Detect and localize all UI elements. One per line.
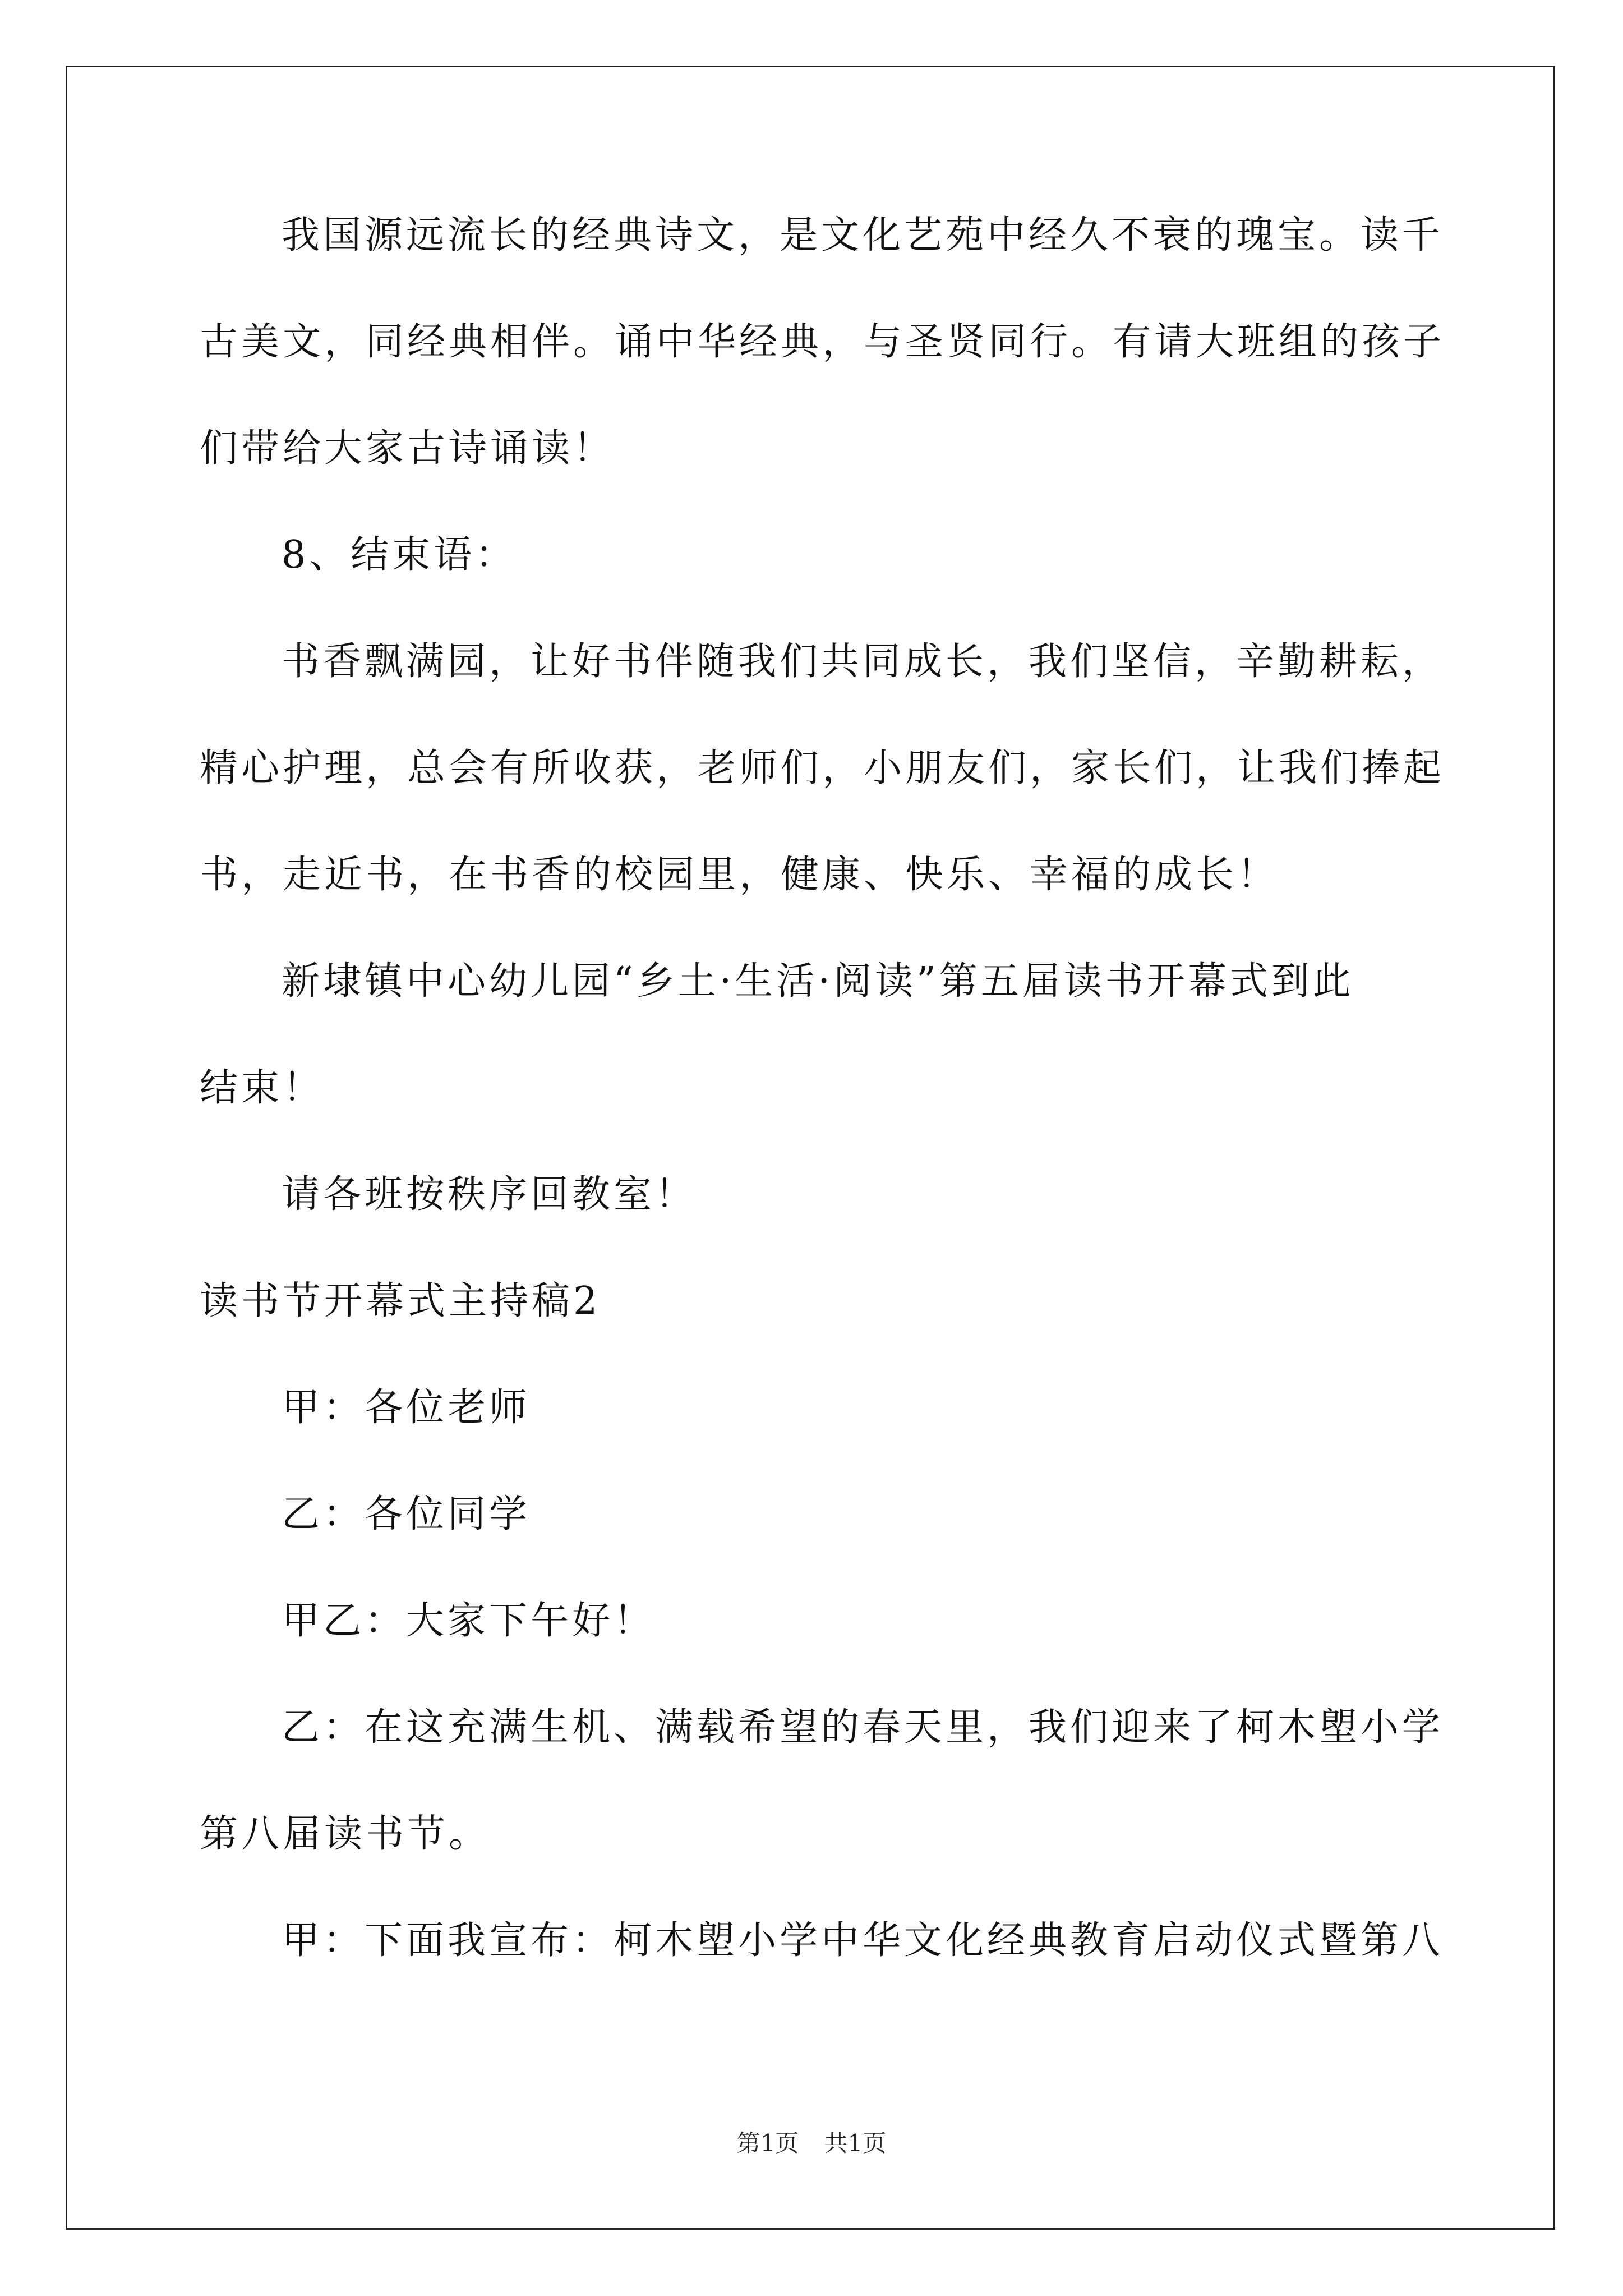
page-total: 共1页 [824,2129,887,2157]
paragraph-line: 书香飘满园，让好书伴随我们共同成长，我们坚信，辛勤耕耘， [282,639,1444,684]
dialogue-line: 乙：各位同学 [282,1492,531,1536]
paragraph-line: 们带给大家古诗诵读！ [200,426,615,471]
dialogue-line: 甲乙：大家下午好！ [282,1599,656,1643]
document-title: 读书节开幕式主持稿2 [200,1279,601,1323]
section-heading: 8、结束语： [282,533,517,577]
dialogue-line: 乙：在这充满生机、满载希望的春天里，我们迎来了柯木塱小学 [282,1705,1444,1750]
dialogue-line: 甲：各位老师 [282,1386,531,1430]
dialogue-line: 第八届读书节。 [200,1812,491,1856]
dialogue-line: 甲：下面我宣布：柯木塱小学中华文化经典教育启动仪式暨第八 [282,1918,1444,1963]
document-body [200,213,1445,2025]
paragraph-line: 古美文，同经典相伴。诵中华经典，与圣贤同行。有请大班组的孩子 [200,320,1445,364]
paragraph-line: 精心护理，总会有所收获，老师们，小朋友们，家长们，让我们捧起 [200,746,1445,790]
paragraph-line: 新埭镇中心幼儿园“乡土·生活·阅读”第五届读书开幕式到此 [282,959,1354,1004]
page-number: 第1页 [736,2129,799,2157]
paragraph-line: 书，走近书，在书香的校园里，健康、快乐、幸福的成长！ [200,853,1279,897]
paragraph-line: 请各班按秩序回教室！ [282,1172,697,1217]
paragraph-line: 我国源远流长的经典诗文，是文化艺苑中经久不衰的瑰宝。读千 [282,213,1444,257]
paragraph-line: 结束！ [200,1066,325,1110]
page-footer [0,2129,1623,2157]
